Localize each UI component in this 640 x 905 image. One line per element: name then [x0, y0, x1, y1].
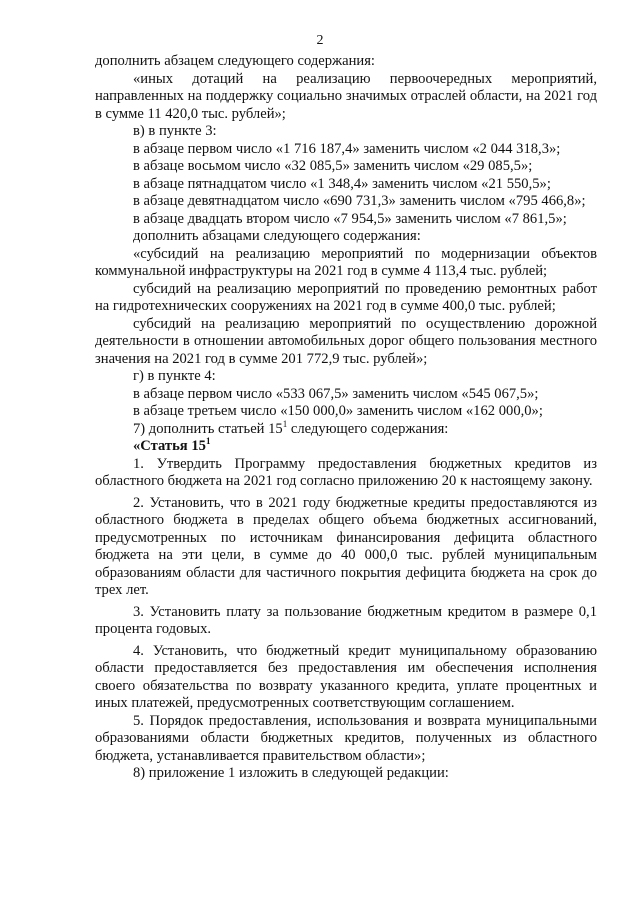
paragraph: в абзаце пятнадцатом число «1 348,4» заменить числом «21 550,5»; [133, 175, 551, 192]
superscript: 1 [205, 436, 211, 447]
superscript: 1 [282, 418, 288, 429]
paragraph: «субсидий на реализацию мероприятий по модернизации объектов коммунальной инфраструктуры на 2021 год в сумме 4 113,4 тыс. рублей; [95, 245, 597, 279]
paragraph: г) в пункте 4: [133, 368, 216, 384]
paragraph: в абзаце девятнадцатом число «690 731,3» заменить числом «795 466,8»; [133, 193, 586, 209]
clause: 3. Установить плату за пользование бюджетным кредитом в размере 0,1 процента годовых. [95, 603, 597, 637]
article-heading-text: «Статья 15 [133, 438, 206, 454]
paragraph: в абзаце третьем число «150 000,0» заменить числом «162 000,0»; [133, 403, 543, 419]
paragraph: в абзаце восьмом число «32 085,5» заменить числом «29 085,5»; [133, 158, 533, 174]
clause: 5. Порядок предоставления, использования и возврата муниципальными образованиями области бюджетных кредитов, полученных из областного бюджета, устанавливается правительством области»; [95, 712, 597, 764]
paragraph: субсидий на реализацию мероприятий по проведению ремонтных работ на гидротехнических сооружениях на 2021 год в сумме 400,0 тыс. рублей; [95, 280, 597, 314]
paragraph: в) в пункте 3: [133, 123, 217, 139]
item-7-text: 7) дополнить статьей 15 [133, 420, 283, 437]
paragraph: субсидий на реализацию мероприятий по осуществлению дорожной деятельности в отношении автомобильных дорог общего пользования местного значения на 2021 год в сумме 201 772,9 тыс. рублей»; [95, 315, 597, 367]
article-heading [95, 438, 597, 456]
paragraph: дополнить абзацами следующего содержания: [133, 228, 421, 244]
clause: 1. Утвердить Программу предоставления бюджетных кредитов из областного бюджета на 2021 год согласно приложению 20 к настоящему закону. [95, 455, 597, 489]
final-paragraph: 8) приложение 1 изложить в следующей редакции: [133, 765, 449, 781]
paragraph: дополнить абзацем следующего содержания: [95, 53, 375, 69]
paragraph: «иных дотаций на реализацию первоочередных мероприятий, направленных на поддержку социально значимых отраслей области, на 2021 год в сумме 11 420,0 тыс. рублей»; [95, 70, 597, 122]
clause: 4. Установить, что бюджетный кредит муниципальному образованию области предоставляется без предоставления им обеспечения исполнения своего обязательства по возврату указанного кредита, уплате процентных и иных платежей, предусмотренных соответствующим соглашением. [95, 642, 597, 711]
paragraph: в абзаце первом число «1 716 187,4» заменить числом «2 044 318,3»; [133, 140, 561, 157]
document-body [95, 53, 597, 783]
paragraph: в абзаце двадцать втором число «7 954,5» заменить числом «7 861,5»; [133, 210, 567, 227]
item-7-text-end: следующего содержания: [287, 420, 449, 437]
item-7-paragraph [95, 418, 597, 439]
page-number: 2 [316, 33, 324, 48]
clause: 2. Установить, что в 2021 году бюджетные кредиты предоставляются из областного бюджета в пределах общего объема бюджетных ассигнований, предусмотренных по источникам финансирования дефицита областного бюджета на эти цели, в сумме до 40 000,0 тыс. рублей муниципальным образованиям области для частичного покрытия дефицита бюджета на срок до трех лет. [95, 494, 597, 598]
paragraph: в абзаце первом число «533 067,5» заменить числом «545 067,5»; [133, 385, 539, 402]
